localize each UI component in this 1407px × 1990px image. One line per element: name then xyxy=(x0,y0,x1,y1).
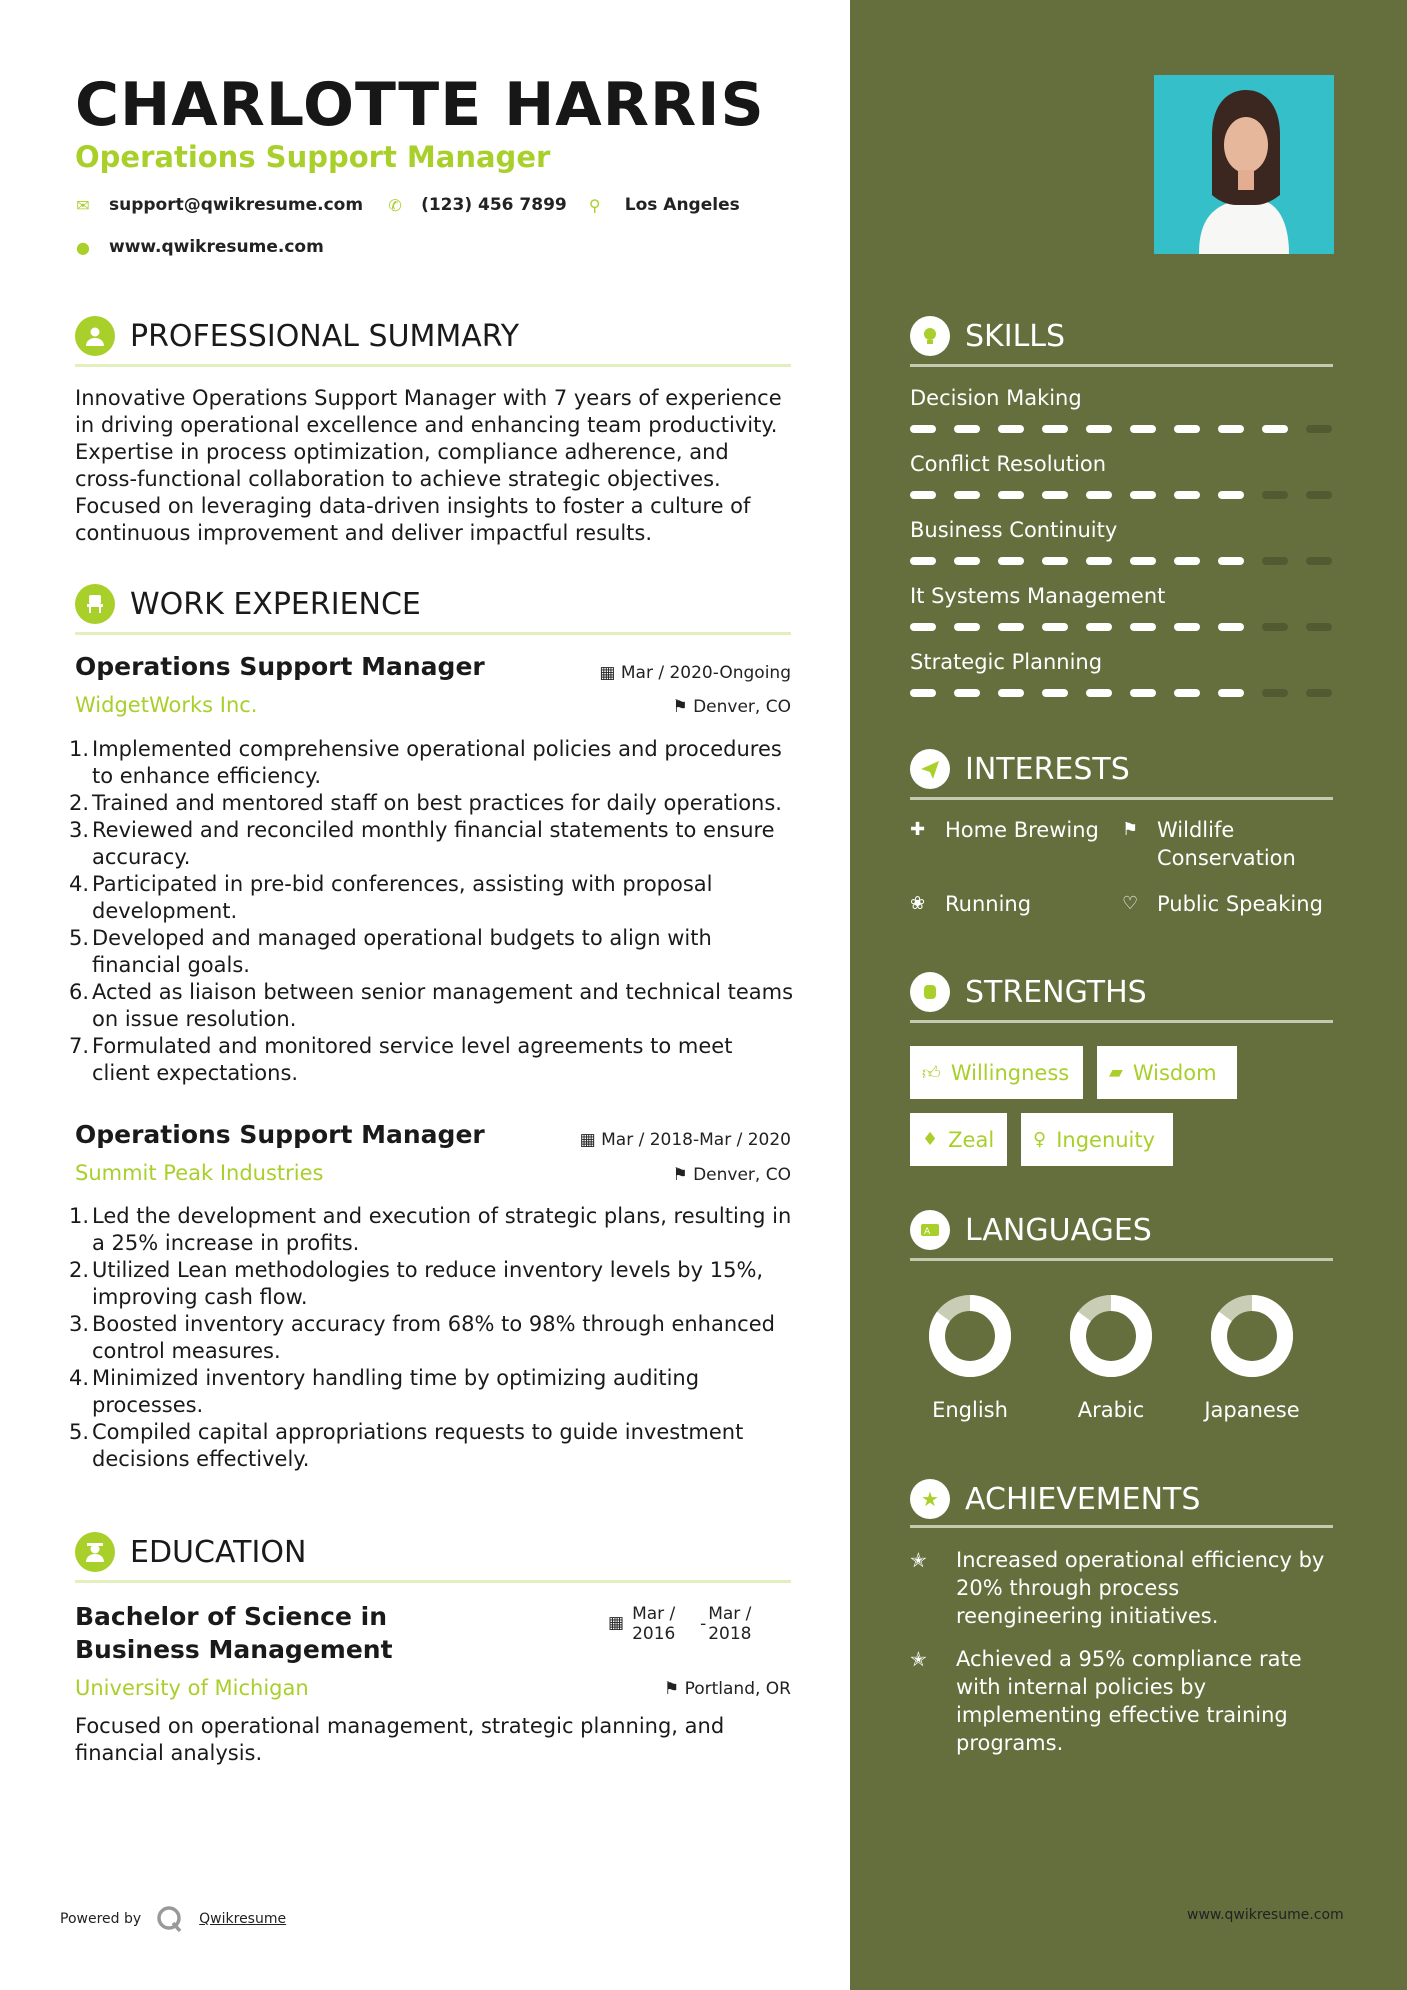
job-title: Operations Support Manager xyxy=(75,652,485,681)
contact-email[interactable]: support@qwikresume.com xyxy=(109,195,364,215)
skill-rating-dash xyxy=(1306,689,1332,697)
skill-rating-dash xyxy=(1086,557,1112,565)
skill-name: Decision Making xyxy=(910,386,1082,410)
skill-rating-dash xyxy=(1262,425,1288,433)
language-level-donut xyxy=(925,1291,1015,1381)
skill-name: Business Continuity xyxy=(910,518,1118,542)
list-item: 2. Trained and mentored staff on best practices for daily operations. xyxy=(69,791,782,815)
interest-item: ⚑ Wildlife Conservation xyxy=(1122,818,1296,870)
skill-rating-dash xyxy=(910,425,936,433)
skill-rating-dash xyxy=(998,557,1024,565)
skill-rating-dash xyxy=(910,557,936,565)
skill-rating-dash xyxy=(1042,557,1068,565)
skills-heading xyxy=(910,316,1065,356)
interests-divider xyxy=(910,797,1333,800)
job-date: ▦ Mar / 2020-Ongoing xyxy=(599,663,791,683)
job-date: ▦ Mar / 2018-Mar / 2020 xyxy=(579,1130,791,1150)
contact-row-1 xyxy=(75,195,740,215)
summary-title: PROFESSIONAL SUMMARY xyxy=(130,318,520,354)
strengths-title: STRENGTHS xyxy=(965,974,1147,1010)
skill-rating-dash xyxy=(1306,425,1332,433)
skill-rating xyxy=(910,491,1332,499)
skill-name: Strategic Planning xyxy=(910,650,1103,674)
calendar-icon: ▦ xyxy=(599,663,621,683)
language-icon xyxy=(910,1210,950,1250)
lightbulb-icon xyxy=(910,316,950,356)
education-end: Mar / 2018 xyxy=(708,1604,752,1644)
skill-rating-dash xyxy=(1306,491,1332,499)
paper-plane-icon xyxy=(910,749,950,789)
school-name: University of Michigan xyxy=(75,1676,309,1700)
skill-name: Conflict Resolution xyxy=(910,452,1107,476)
list-item: 4. Minimized inventory handling time by optimizing auditing processes. xyxy=(69,1366,700,1417)
job-location: ⚑ Denver, CO xyxy=(672,1165,791,1185)
candidate-role: Operations Support Manager xyxy=(75,140,551,174)
thumbs-up-icon: 👍︎ xyxy=(922,1062,941,1084)
achievements-divider xyxy=(910,1525,1333,1528)
skill-rating xyxy=(910,557,1332,565)
skill-rating-dash xyxy=(1130,623,1156,631)
language-name: English xyxy=(932,1398,1008,1422)
achievement-item: ✭ Achieved a 95% compliance rate with internal policies by implementing effective training programs. xyxy=(910,1647,1302,1755)
skill-rating-dash xyxy=(954,623,980,631)
education-heading xyxy=(75,1532,306,1572)
skill-rating-dash xyxy=(1218,491,1244,499)
list-item: 3. Boosted inventory accuracy from 68% to 98% through enhanced control measures. xyxy=(69,1312,775,1363)
pin-icon: ⚑ xyxy=(672,1165,694,1185)
experience-divider xyxy=(75,632,791,635)
skill-rating-dash xyxy=(954,689,980,697)
skill-rating xyxy=(910,689,1332,697)
skill-rating-dash xyxy=(998,425,1024,433)
languages-heading xyxy=(910,1210,1152,1250)
skill-rating-dash xyxy=(1174,557,1200,565)
list-item: 7. Formulated and monitored service level agreements to meet client expectations. xyxy=(69,1034,733,1085)
star-icon: ✭ xyxy=(910,1548,927,1572)
skills-divider xyxy=(910,364,1333,367)
heartbeat-icon: ♡ xyxy=(1122,893,1139,914)
job-bullets xyxy=(69,736,795,1087)
book-icon: ▰ xyxy=(1109,1062,1123,1083)
pin-icon: ⚑ xyxy=(672,697,694,717)
footer-url[interactable]: www.qwikresume.com xyxy=(1187,1907,1344,1923)
skill-rating xyxy=(910,623,1332,631)
skill-rating-dash xyxy=(1174,491,1200,499)
calendar-icon: ▦ xyxy=(579,1130,602,1150)
experience-heading xyxy=(75,584,421,624)
skill-rating-dash xyxy=(1086,491,1112,499)
job-location: ⚑ Denver, CO xyxy=(672,697,791,717)
education-dates xyxy=(608,1604,762,1644)
list-item: 1. Led the development and execution of strategic plans, resulting in a 25% increase in profits. xyxy=(69,1204,792,1255)
skill-rating-dash xyxy=(1130,491,1156,499)
skill-rating-dash xyxy=(1262,491,1288,499)
skill-rating-dash xyxy=(1218,689,1244,697)
language-name: Arabic xyxy=(1077,1398,1145,1422)
qwikresume-logo-icon xyxy=(155,1904,185,1934)
skill-rating-dash xyxy=(1130,425,1156,433)
interest-item: ♡ Public Speaking xyxy=(1122,892,1323,916)
skill-rating-dash xyxy=(1086,689,1112,697)
pin-icon: ⚑ xyxy=(663,1679,685,1699)
interests-heading xyxy=(910,749,1130,789)
skill-rating-dash xyxy=(1306,623,1332,631)
job-company: Summit Peak Industries xyxy=(75,1161,324,1185)
languages-divider xyxy=(910,1258,1333,1261)
user-icon xyxy=(75,316,115,356)
achievement-item: ✭ Increased operational efficiency by 20% through process reengineering initiatives. xyxy=(910,1548,1325,1628)
paw-icon: ❀ xyxy=(910,893,926,914)
skill-rating-dash xyxy=(1086,623,1112,631)
lightbulb-icon: ♀ xyxy=(1033,1129,1047,1150)
education-title: EDUCATION xyxy=(130,1534,307,1570)
experience-title: WORK EXPERIENCE xyxy=(130,586,421,622)
skill-rating-dash xyxy=(1306,557,1332,565)
job-company: WidgetWorks Inc. xyxy=(75,693,258,717)
list-item: 5. Compiled capital appropriations requests to guide investment decisions effectively. xyxy=(69,1420,744,1471)
strength-tag: ▰ Wisdom xyxy=(1097,1046,1237,1099)
skill-rating-dash xyxy=(1218,623,1244,631)
interests-title: INTERESTS xyxy=(965,751,1130,787)
list-item: 4. Participated in pre-bid conferences, assisting with proposal development. xyxy=(69,872,713,923)
skill-rating-dash xyxy=(1042,491,1068,499)
flag-icon: ⚑ xyxy=(1122,819,1139,840)
strengths-heading xyxy=(910,972,1147,1012)
skill-rating-dash xyxy=(998,689,1024,697)
email-icon: ✉ xyxy=(76,195,90,215)
skill-rating-dash xyxy=(1042,689,1068,697)
skills-title: SKILLS xyxy=(965,318,1066,354)
puzzle-icon: ✚ xyxy=(910,819,926,840)
skill-rating-dash xyxy=(1086,425,1112,433)
skill-rating-dash xyxy=(1130,689,1156,697)
list-item: 5. Developed and managed operational budgets to align with financial goals. xyxy=(69,926,712,977)
list-item: 2. Utilized Lean methodologies to reduce inventory levels by 15%, improving cash flow. xyxy=(69,1258,764,1309)
powered-by-label: Powered by xyxy=(60,1911,142,1927)
skill-rating xyxy=(910,425,1332,433)
skill-name: It Systems Management xyxy=(910,584,1166,608)
language-level-donut xyxy=(1207,1291,1297,1381)
education-start: Mar / 2016 xyxy=(632,1604,676,1644)
skill-rating-dash xyxy=(1042,425,1068,433)
skill-rating-dash xyxy=(954,491,980,499)
skill-rating-dash xyxy=(1218,425,1244,433)
job-title: Operations Support Manager xyxy=(75,1120,485,1149)
chair-icon xyxy=(75,584,115,624)
interest-item: ❀ Running xyxy=(910,892,1032,916)
achievements-heading xyxy=(910,1479,1200,1519)
summary-text: Innovative Operations Support Manager with 7 years of experience in driving operational excellence and enhancing team productivity. Expertise in process optimization, compliance adherence, and cross-functional collaboration to achieve strategic objectives. Focused on leveraging data-driven insights to foster a culture of continuous improvement and deliver impactful results. xyxy=(75,386,782,545)
skill-rating-dash xyxy=(910,623,936,631)
skill-rating-dash xyxy=(910,491,936,499)
summary-heading xyxy=(75,316,519,356)
svg-text:A: A xyxy=(924,1227,931,1237)
skill-rating-dash xyxy=(998,623,1024,631)
profile-photo xyxy=(1154,75,1334,254)
interest-item: ✚ Home Brewing xyxy=(910,818,1099,842)
strength-tag: ♦ Zeal xyxy=(910,1113,1007,1166)
skill-rating-dash xyxy=(1174,425,1200,433)
language-level-donut xyxy=(1066,1291,1156,1381)
skill-rating-dash xyxy=(1130,557,1156,565)
strength-tag: 👍︎ Willingness xyxy=(910,1046,1083,1099)
skill-rating-dash xyxy=(1218,557,1244,565)
language-name: Japanese xyxy=(1204,1398,1300,1422)
brand-link[interactable]: Qwikresume xyxy=(199,1911,287,1927)
skill-rating-dash xyxy=(1262,689,1288,697)
education-divider xyxy=(75,1580,791,1583)
star-icon: ✭ xyxy=(910,1647,927,1671)
education-location: ⚑ Portland, OR xyxy=(663,1679,791,1699)
contact-website[interactable]: www.qwikresume.com xyxy=(109,237,324,257)
contact-row-2 xyxy=(75,237,324,257)
skill-rating-dash xyxy=(1262,623,1288,631)
education-text: Focused on operational management, strategic planning, and financial analysis. xyxy=(75,1714,725,1765)
fist-icon xyxy=(910,972,950,1012)
candidate-name: CHARLOTTE HARRIS xyxy=(75,70,765,140)
languages-title: LANGUAGES xyxy=(965,1212,1152,1248)
list-item: 3. Reviewed and reconciled monthly financial statements to ensure accuracy. xyxy=(69,818,775,869)
skill-rating-dash xyxy=(1042,623,1068,631)
strengths-divider xyxy=(910,1020,1333,1023)
skill-rating-dash xyxy=(954,425,980,433)
star-icon: ★ xyxy=(910,1479,950,1519)
skill-rating-dash xyxy=(954,557,980,565)
globe-icon: ● xyxy=(76,237,90,257)
powered-by xyxy=(60,1904,286,1934)
job-bullets xyxy=(69,1203,795,1473)
list-item: 6. Acted as liaison between senior management and technical teams on issue resolution. xyxy=(69,980,794,1031)
phone-icon: ✆ xyxy=(388,195,402,215)
calendar-icon: ▦ xyxy=(608,1613,625,1633)
skill-rating-dash xyxy=(910,689,936,697)
skill-rating-dash xyxy=(998,491,1024,499)
contact-location: Los Angeles xyxy=(624,195,740,215)
fire-icon: ♦ xyxy=(922,1129,939,1150)
graduate-icon xyxy=(75,1532,115,1572)
skill-rating-dash xyxy=(1174,623,1200,631)
date-separator: - xyxy=(700,1614,707,1634)
contact-phone: (123) 456 7899 xyxy=(421,195,567,215)
skill-rating-dash xyxy=(1174,689,1200,697)
achievements-title: ACHIEVEMENTS xyxy=(965,1481,1201,1517)
list-item: 1. Implemented comprehensive operational policies and procedures to enhance efficiency. xyxy=(69,737,782,788)
location-pin-icon: ⚲ xyxy=(588,195,601,215)
skill-rating-dash xyxy=(1262,557,1288,565)
strength-tag: ♀ Ingenuity xyxy=(1021,1113,1173,1166)
summary-divider xyxy=(75,364,791,367)
degree-title: Bachelor of Science in Business Management xyxy=(75,1602,393,1664)
